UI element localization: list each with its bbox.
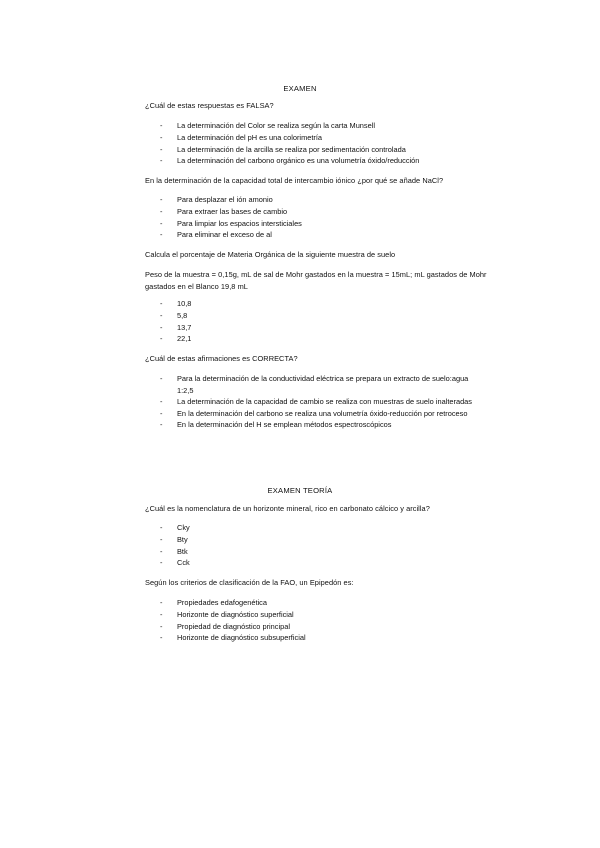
option: - Btk	[160, 546, 490, 558]
question-4: ¿Cuál de estas afirmaciones es CORRECTA?	[145, 354, 298, 363]
question-3-options	[160, 298, 490, 345]
exam-theory-title: EXAMEN TEORÍA	[267, 486, 333, 495]
question-3: Calcula el porcentaje de Materia Orgánica de la siguiente muestra de suelo	[145, 250, 396, 259]
option: - Propiedad de diagnóstico principal	[160, 621, 490, 633]
option: - Cck	[160, 557, 490, 569]
option: - Horizonte de diagnóstico subsuperficial	[160, 632, 490, 644]
question-2: En la determinación de la capacidad total de intercambio iónico ¿por qué se añade NaCl?	[145, 176, 444, 185]
theory-question-1: ¿Cuál es la nomenclatura de un horizonte mineral, rico en carbonato cálcico y arcilla?	[145, 504, 430, 513]
option: - 5,8	[160, 310, 490, 322]
option: - Para extraer las bases de cambio	[160, 206, 490, 218]
option: - La determinación de la arcilla se realiza por sedimentación controlada	[160, 144, 490, 156]
option: - 10,8	[160, 298, 490, 310]
exam-title: EXAMEN	[283, 84, 317, 93]
option: - La determinación del pH es una colorimetría	[160, 132, 490, 144]
option: - La determinación del Color se realiza según la carta Munsell	[160, 120, 490, 132]
option: - En la determinación del carbono se realiza una volumetría óxido-reducción por retroceso	[160, 408, 480, 420]
theory-question-2: Según los criterios de clasificación de la FAO, un Epipedón es:	[145, 578, 354, 587]
option: - 22,1	[160, 333, 490, 345]
option: - 13,7	[160, 322, 490, 334]
option: - Para la determinación de la conductividad eléctrica se prepara un extracto de suelo:agua 1:2,5	[160, 373, 480, 396]
option: - Para desplazar el ión amonio	[160, 194, 490, 206]
option: - Cky	[160, 522, 490, 534]
option: - Bty	[160, 534, 490, 546]
option: - En la determinación del H se emplean métodos espectroscópicos	[160, 419, 480, 431]
option: - La determinación del carbono orgánico es una volumetría óxido/reducción	[160, 155, 490, 167]
option: - Para eliminar el exceso de al	[160, 229, 490, 241]
question-4-options	[160, 373, 480, 431]
option: - La determinación de la capacidad de cambio se realiza con muestras de suelo inalteradas	[160, 396, 480, 408]
question-3-data: Peso de la muestra = 0,15g, mL de sal de Mohr gastados en la muestra = 15mL; mL gastados de Mohr gastados en el Blanco 19,8 mL	[145, 270, 487, 291]
question-1: ¿Cuál de estas respuestas es FALSA?	[145, 101, 274, 110]
option: - Horizonte de diagnóstico superficial	[160, 609, 490, 621]
question-1-options	[160, 120, 490, 167]
theory-question-1-options	[160, 522, 490, 569]
option: - Para limpiar los espacios intersticiales	[160, 218, 490, 230]
option: - Propiedades edafogenética	[160, 597, 490, 609]
question-2-options	[160, 194, 490, 241]
theory-question-2-options	[160, 597, 490, 644]
